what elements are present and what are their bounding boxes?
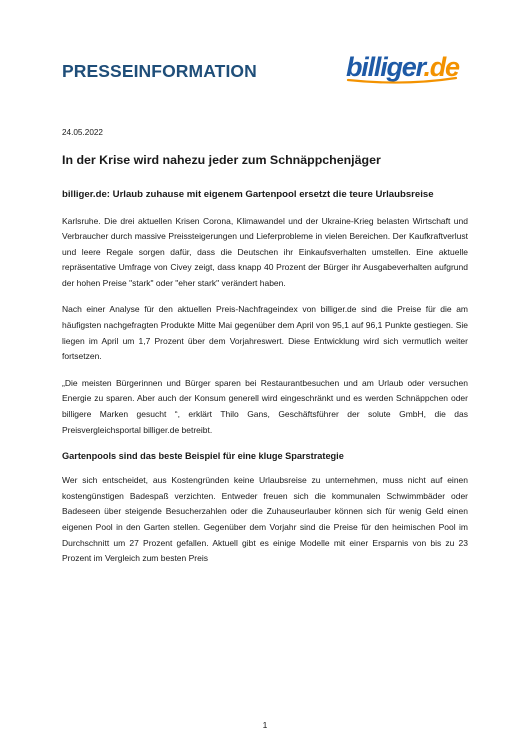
subheadline: billiger.de: Urlaub zuhause mit eigenem Gartenpool ersetzt die teure Urlaubsreise <box>62 189 434 200</box>
release-date: 24.05.2022 <box>62 128 103 137</box>
page-number: 1 <box>262 720 268 730</box>
press-release-body <box>62 128 468 578</box>
logo-text-main: billiger <box>346 52 424 82</box>
section-heading-gartenpools: Gartenpools sind das beste Beispiel für eine kluge Sparstrategie <box>62 451 344 462</box>
svg-text:billiger.de <box>346 52 460 82</box>
paragraph-intro: Karlsruhe. Die drei aktuellen Krisen Corona, Klimawandel und der Ukraine-Krieg belasten Wirtschaft und Verbraucher durch massive Preissteigerungen und Lieferprobleme in vielen Bereichen. Der Kaufkraftverlust und leere Regale sorgen dafür, dass die Deutschen ihr Einkaufsverhalten umstellen. Eine aktuelle repräsentative Umfrage von Civey zeigt, dass knapp 40 Prozent der Bürger ihr Ausgabeverhalten aufgrund der hohen Preise "stark" oder "eher stark" verändert haben. <box>62 215 468 288</box>
logo-text-dot: . <box>423 52 430 82</box>
paragraph-quote: „Die meisten Bürgerinnen und Bürger sparen bei Restaurantbesuchen und am Urlaub oder versuchen Energie zu sparen. Aber auch der Konsum generell wird eingeschränkt und es werden Schnäppchen oder billigere Marken gesucht “, erklärt Thilo Gans, Geschäftsführer der solute GmbH, die das Preisvergleichsportal billiger.de betreibt. <box>62 377 468 435</box>
press-information-title: PRESSEINFORMATION <box>62 61 257 81</box>
billiger-de-logo <box>346 50 468 84</box>
logo-text-tld: de <box>429 52 459 82</box>
page-header <box>62 52 468 88</box>
headline: In der Krise wird nahezu jeder zum Schnäppchenjäger <box>62 153 381 167</box>
paragraph-price-index: Nach einer Analyse für den aktuellen Preis-Nachfrageindex von billiger.de sind die Preise für die am häufigsten nachgefragten Produkte Mitte Mai gegenüber dem April von 95,1 auf 96,1 Punkte gestiegen. Sie liegen im April um 1,7 Prozent über dem Vorjahreswert. Diese Entwicklung wird sich vermutlich weiter fortsetzen. <box>62 304 468 362</box>
paragraph-gartenpools: Wer sich entscheidet, aus Kostengründen keine Urlaubsreise zu unternehmen, muss nicht auf einen kostengünstigen Badespaß verzichten. Entweder freuen sich die kommunalen Schwimmbäder oder Badeseen über steigende Besucherzahlen oder die Zuhauseurlauber können sich für wenig Geld einen eigenen Pool in den Garten stellen. Gegenüber dem Vorjahr sind die Preise für den heimischen Pool im Durchschnitt um 27 Prozent gefallen. Aktuell gibt es einige Modelle mit einer Ersparnis von bis zu 23 Prozent im Vergleich zum besten Preis <box>62 475 468 564</box>
